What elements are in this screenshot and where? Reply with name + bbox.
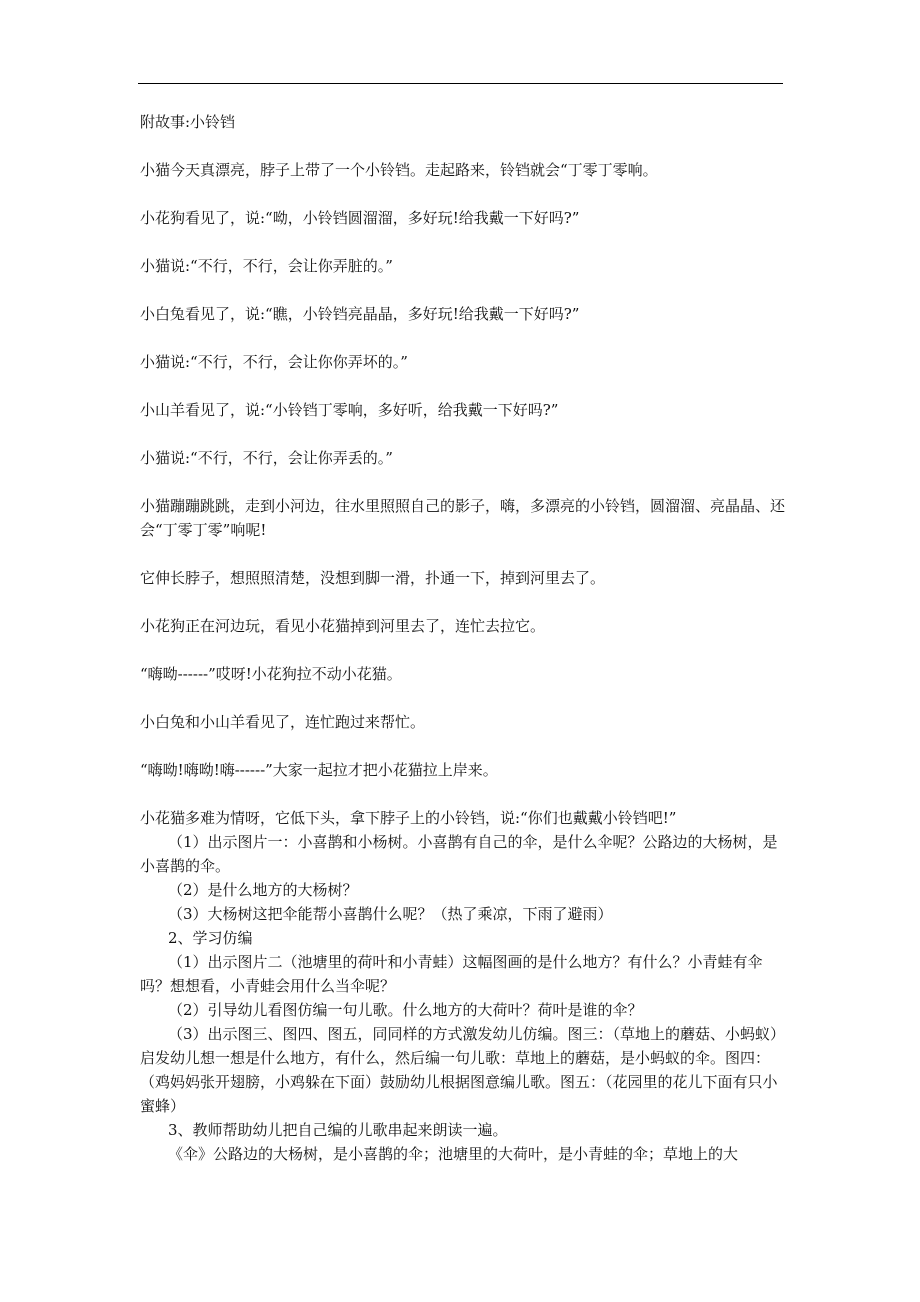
story-paragraph: 小山羊看见了，说:“小铃铛丁零响，多好听，给我戴一下好吗?” [140,401,559,419]
header-rule [138,83,783,84]
poem-text: 《伞》公路边的大杨树，是小喜鹊的伞；池塘里的大荷叶，是小青蛙的伞；草地上的大 [168,1145,739,1163]
lesson-step: （2）是什么地方的大杨树？ [168,881,358,899]
story-paragraph: “嗨呦------”哎呀!小花狗拉不动小花猫。 [140,665,402,683]
lesson-section-heading: 3、教师帮助幼儿把自己编的儿歌串起来朗读一遍。 [168,1121,508,1139]
story-paragraph: 小猫说:“不行，不行，会让你你弄坏的。” [140,353,408,371]
lesson-step: （3）出示图三、图四、图五，同同样的方式激发幼儿仿编。图三：（草地上的蘑菇、小蚂蚁）启发幼儿想一想是什么地方，有什么，然后编一句儿歌：草地上的蘑菇，是小蚂蚁的伞。图四：（鸡妈妈张开翅膀，小鸡躲在下面）鼓励幼儿根据图意编儿歌。图五：（花园里的花儿下面有只小蜜蜂） [140,1025,786,1115]
story-paragraph: 小花狗正在河边玩，看见小花猫掉到河里去了，连忙去拉它。 [140,617,546,635]
story-paragraph: 小猫今天真漂亮，脖子上带了一个小铃铛。走起路来，铃铛就会“丁零丁零响。 [140,161,658,179]
story-paragraph: 小花猫多难为情呀，它低下头，拿下脖子上的小铃铛，说:“你们也戴戴小铃铛吧!” [140,809,677,827]
story-paragraph: 小猫说:“不行，不行，会让你弄丢的。” [140,449,393,467]
story-paragraph: “嗨呦!嗨呦!嗨------”大家一起拉才把小花猫拉上岸来。 [140,761,498,779]
lesson-step: （3）大杨树这把伞能帮小喜鹊什么呢？（热了乘凉，下雨了避雨） [168,905,613,923]
lesson-step: （1）出示图片二（池塘里的荷叶和小青蛙）这幅图画的是什么地方？有什么？小青蛙有伞吗？想想看，小青蛙会用什么当伞呢？ [140,953,763,995]
story-paragraph: 它伸长脖子，想照照清楚，没想到脚一滑，扑通一下，掉到河里去了。 [140,569,606,587]
document-body [140,110,786,1166]
story-paragraph: 小白兔看见了，说:“瞧，小铃铛亮晶晶，多好玩!给我戴一下好吗?” [140,305,580,323]
lesson-step: （1）出示图片一：小喜鹊和小杨树。小喜鹊有自己的伞，是什么伞呢？公路边的大杨树，是小喜鹊的伞。 [140,833,778,875]
lesson-step: （2）引导幼儿看图仿编一句儿歌。什么地方的大荷叶？荷叶是谁的伞？ [168,1001,643,1019]
story-paragraph: 小猫说:“不行，不行，会让你弄脏的。” [140,257,393,275]
story-paragraph: 小白兔和小山羊看见了，连忙跑过来帮忙。 [140,713,426,731]
story-paragraph: 小猫蹦蹦跳跳，走到小河边，往水里照照自己的影子，嗨，多漂亮的小铃铛，圆溜溜、亮晶晶、还会“丁零丁零”响呢! [140,497,786,539]
lesson-section-heading: 2、学习仿编 [168,929,253,947]
story-heading: 附故事:小铃铛 [140,113,236,131]
story-paragraph: 小花狗看见了，说:“呦，小铃铛圆溜溜，多好玩!给我戴一下好吗?” [140,209,580,227]
